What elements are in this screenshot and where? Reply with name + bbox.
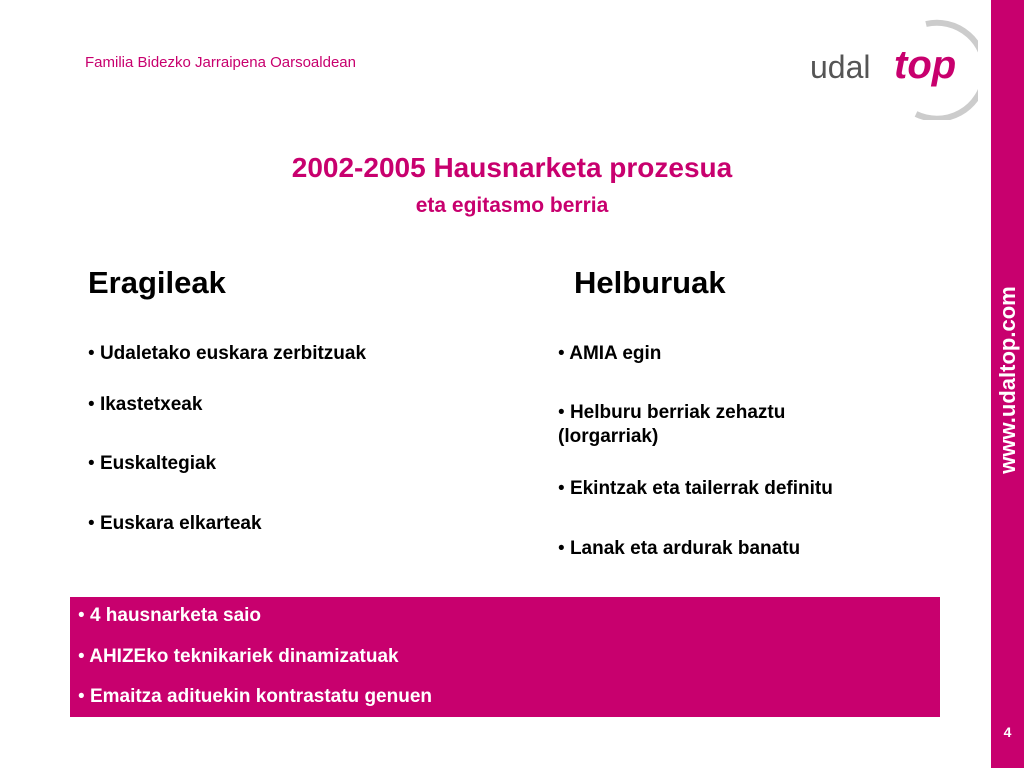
- right-column-heading: Helburuak: [574, 265, 726, 300]
- page-number: 4: [1003, 724, 1012, 740]
- right-bullet-continuation: (lorgarriak): [558, 426, 659, 447]
- right-bullet-item: • AMIA egin: [558, 343, 662, 364]
- summary-box: [70, 597, 940, 717]
- bullet-icon: •: [78, 646, 85, 667]
- bullet-icon: •: [88, 453, 95, 474]
- slide-subtitle: eta egitasmo berria: [415, 194, 609, 217]
- summary-item: • Emaitza adituekin kontrastatu genuen: [78, 686, 433, 707]
- summary-item: • AHIZEko teknikariek dinamizatuak: [78, 646, 399, 667]
- bullet-icon: •: [558, 478, 565, 499]
- left-bullet-item: • Euskara elkarteak: [88, 513, 262, 534]
- summary-item: • 4 hausnarketa saio: [78, 605, 262, 626]
- left-bullet-item: • Euskaltegiak: [88, 453, 217, 474]
- sidebar-url: www.udaltop.com: [994, 286, 1020, 474]
- left-bullet-item: • Udaletako euskara zerbitzuak: [88, 343, 367, 364]
- left-bullet-item: • Ikastetxeak: [88, 394, 203, 415]
- bullet-icon: •: [558, 343, 565, 364]
- bullet-icon: •: [88, 394, 95, 415]
- logo-text-udal: udal: [810, 49, 871, 85]
- left-column-heading: Eragileak: [88, 265, 226, 300]
- bullet-icon: •: [558, 402, 565, 423]
- bullet-icon: •: [88, 513, 95, 534]
- udaltop-logo: [808, 16, 978, 120]
- logo-text-top: top: [894, 43, 957, 87]
- slide-title: 2002-2005 Hausnarketa prozesua: [291, 152, 733, 183]
- right-bullet-item: • Ekintzak eta tailerrak definitu: [558, 478, 833, 499]
- bullet-icon: •: [88, 343, 95, 364]
- right-bullet-item: • Lanak eta ardurak banatu: [558, 538, 801, 559]
- bullet-icon: •: [78, 686, 85, 707]
- bullet-icon: •: [78, 605, 85, 626]
- header-title: Familia Bidezko Jarraipena Oarsoaldean: [85, 54, 356, 71]
- right-bullet-item: • Helburu berriak zehaztu (lorgarriak): [558, 402, 786, 447]
- bullet-icon: •: [558, 538, 565, 559]
- sidebar: [991, 0, 1024, 768]
